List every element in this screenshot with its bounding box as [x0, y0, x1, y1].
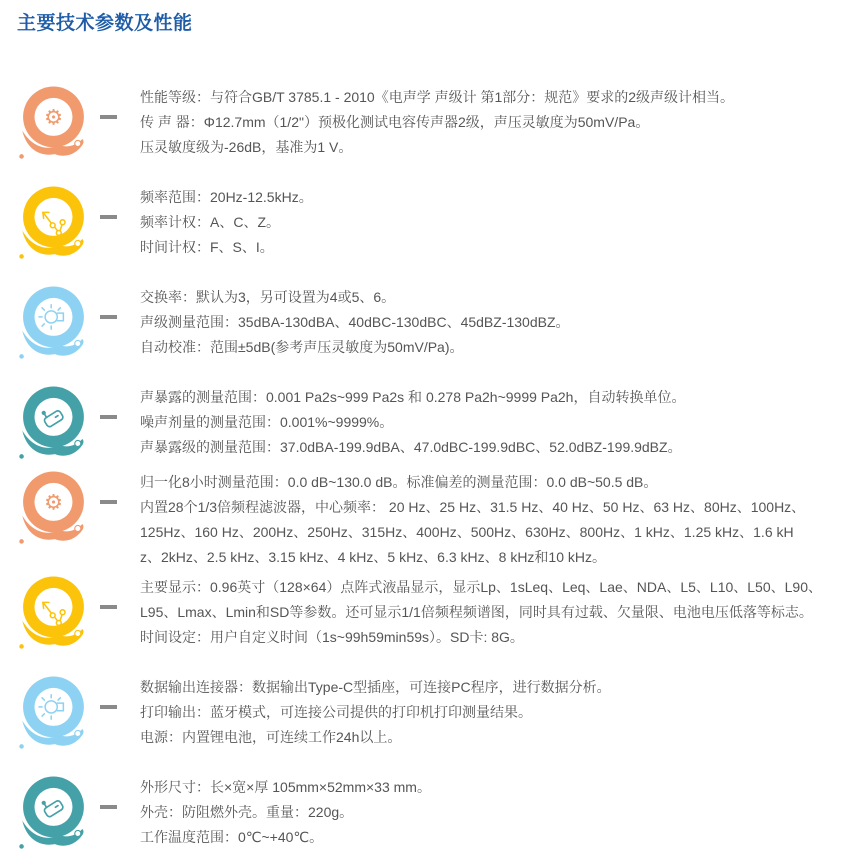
svg-text:⚙: ⚙	[43, 105, 64, 130]
svg-text:⚙: ⚙	[43, 490, 64, 515]
spec-line: 数据输出连接器：数据输出Type-C型插座，可连接PC程序，进行数据分析。	[140, 679, 611, 695]
share-arrow-icon	[17, 185, 93, 261]
bulb-icon	[17, 675, 93, 751]
spec-line: z、2kHz、2.5 kHz、3.15 kHz、4 kHz、5 kHz、6.3 kHz、8 kHz和10 kHz。	[140, 549, 606, 565]
icon-cell	[17, 775, 140, 851]
spec-line: 外形尺寸：长×宽×厚 105mm×52mm×33 mm。	[140, 779, 431, 795]
spec-line: 归一化8小时测量范围：0.0 dB~130.0 dB。标准偏差的测量范围：0.0 dB~50.5 dB。	[140, 474, 658, 490]
spec-line: 自动校准：范围±5dB(参考声压灵敏度为50mV/Pa)。	[140, 339, 464, 355]
spec-line: 外壳：防阻燃外壳。重量：220g。	[140, 804, 354, 820]
spec-line: 电源：内置锂电池，可连续工作24h以上。	[140, 729, 402, 745]
spec-text	[140, 675, 850, 750]
spec-line: 噪声剂量的测量范围：0.001%~9999%。	[140, 414, 394, 430]
connector-dash	[100, 415, 117, 419]
spec-line: 工作温度范围：0℃~+40℃。	[140, 829, 324, 845]
connector-dash	[100, 115, 117, 119]
icon-cell	[17, 85, 140, 161]
icon-cell	[17, 575, 140, 651]
icon-cell	[17, 185, 140, 261]
spec-item	[17, 85, 850, 161]
spec-line: L95、Lmax、Lmin和SD等参数。还可显示1/1倍频程频谱图，同时具有过载、欠量限、电池电压低落等标志。	[140, 604, 813, 620]
spec-item	[17, 775, 850, 851]
spec-line: 性能等级：与符合GB/T 3785.1 - 2010《电声学 声级计 第1部分：规范》要求的2级声级计相当。	[140, 89, 735, 105]
spec-text	[140, 185, 850, 260]
spec-text	[140, 85, 850, 160]
spec-line: 频率范围：20Hz-12.5kHz。	[140, 189, 313, 205]
spec-item	[17, 470, 850, 570]
spec-line: 频率计权：A、C、Z。	[140, 214, 280, 230]
icon-cell	[17, 385, 140, 461]
spec-line: 125Hz、160 Hz、200Hz、250Hz、315Hz、400Hz、500Hz、630Hz、800Hz、1 kHz、1.25 kHz、1.6 kH	[140, 524, 794, 540]
spec-list	[17, 85, 850, 851]
spec-item	[17, 675, 850, 751]
device-icon	[17, 385, 93, 461]
icon-cell	[17, 470, 140, 546]
connector-dash	[100, 500, 117, 504]
spec-line: 交换率：默认为3，另可设置为4或5、6。	[140, 289, 396, 305]
spec-text	[140, 470, 850, 570]
connector-dash	[100, 315, 117, 319]
spec-text	[140, 385, 850, 460]
spec-line: 主要显示：0.96英寸（128×64）点阵式液晶显示，显示Lp、1sLeq、Leq、Lae、NDA、L5、L10、L50、L90、	[140, 579, 822, 595]
connector-dash	[100, 705, 117, 709]
spec-line: 打印输出：蓝牙模式，可连接公司提供的打印机打印测量结果。	[140, 704, 532, 720]
gear-icon	[17, 85, 93, 161]
connector-dash	[100, 605, 117, 609]
gear-icon	[17, 470, 93, 546]
spec-line: 时间计权：F、S、I。	[140, 239, 274, 255]
spec-line: 传 声 器：Φ12.7mm（1/2"）预极化测试电容传声器2级，声压灵敏度为50mV/Pa。	[140, 114, 650, 130]
spec-item	[17, 185, 850, 261]
connector-dash	[100, 215, 117, 219]
spec-text	[140, 575, 850, 650]
page-title: 主要技术参数及性能	[17, 13, 193, 34]
icon-cell	[17, 285, 140, 361]
spec-text	[140, 775, 850, 850]
connector-dash	[100, 805, 117, 809]
bulb-icon	[17, 285, 93, 361]
device-icon	[17, 775, 93, 851]
spec-line: 压灵敏度级为-26dB，基准为1 V。	[140, 139, 353, 155]
icon-cell	[17, 675, 140, 751]
spec-line: 声暴露级的测量范围：37.0dBA-199.9dBA、47.0dBC-199.9dBC、52.0dBZ-199.9dBZ。	[140, 439, 682, 455]
spec-line: 声级测量范围：35dBA-130dBA、40dBC-130dBC、45dBZ-130dBZ。	[140, 314, 570, 330]
spec-line: 声暴露的测量范围：0.001 Pa2s~999 Pa2s 和 0.278 Pa2h~9999 Pa2h，自动转换单位。	[140, 389, 686, 405]
spec-line: 时间设定：用户自定义时间（1s~99h59min59s）。SD卡: 8G。	[140, 629, 524, 645]
spec-text	[140, 285, 850, 360]
spec-item	[17, 575, 850, 651]
spec-item	[17, 385, 850, 461]
spec-item	[17, 285, 850, 361]
spec-line: 内置28个1/3倍频程滤波器，中心频率： 20 Hz、25 Hz、31.5 Hz、40 Hz、50 Hz、63 Hz、80Hz、100Hz、	[140, 499, 806, 515]
share-arrow-icon	[17, 575, 93, 651]
